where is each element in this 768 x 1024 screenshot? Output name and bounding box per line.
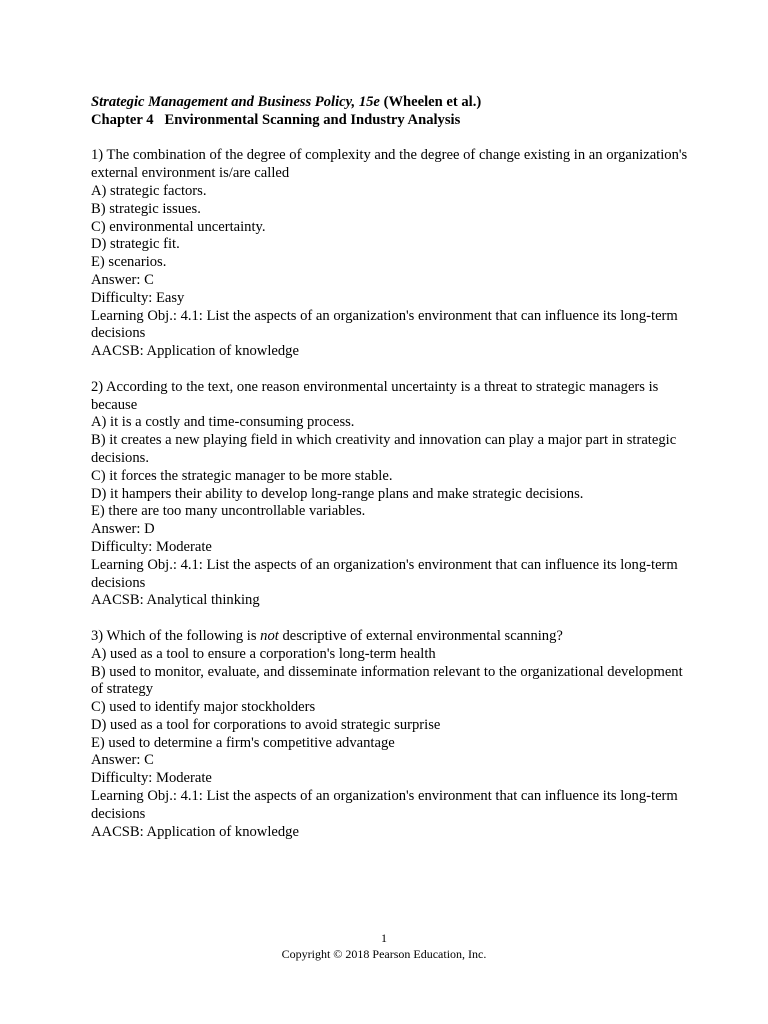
option-b: B) used to monitor, evaluate, and disseminate information relevant to the organizational development of strategy — [91, 663, 683, 698]
book-authors: (Wheelen et al.) — [383, 94, 482, 110]
aacsb: AACSB: Application of knowledge — [91, 343, 299, 360]
aacsb: AACSB: Application of knowledge — [91, 823, 299, 840]
answer: Answer: C — [91, 752, 154, 769]
learning-objective: Learning Obj.: 4.1: List the aspects of an organization's environment that can influence its long-term decisions — [91, 556, 678, 591]
difficulty: Difficulty: Moderate — [91, 770, 212, 787]
answer: Answer: D — [91, 521, 155, 538]
option-e: E) scenarios. — [91, 254, 167, 271]
question-1 — [91, 147, 691, 361]
question-stem — [91, 628, 691, 646]
question-stem: 2) According to the text, one reason environmental uncertainty is a threat to strategic managers is because — [91, 378, 659, 413]
option-d: D) it hampers their ability to develop long-range plans and make strategic decisions. — [91, 485, 584, 502]
copyright-notice: Copyright © 2018 Pearson Education, Inc. — [281, 947, 487, 961]
stem-text: 3) Which of the following is — [91, 627, 261, 644]
book-title: Strategic Management and Business Policy, 15e — [91, 94, 380, 110]
question-stem: 1) The combination of the degree of complexity and the degree of change existing in an organization's external environment is/are called — [91, 147, 688, 182]
option-c: C) it forces the strategic manager to be more stable. — [91, 467, 393, 484]
question-2 — [91, 379, 691, 610]
difficulty: Difficulty: Easy — [91, 289, 185, 306]
chapter-title: Chapter 4 Environmental Scanning and Industry Analysis — [91, 111, 461, 128]
answer: Answer: C — [91, 271, 154, 288]
difficulty: Difficulty: Moderate — [91, 538, 212, 555]
learning-objective: Learning Obj.: 4.1: List the aspects of an organization's environment that can influence its long-term decisions — [91, 788, 678, 822]
option-b: B) it creates a new playing field in which creativity and innovation can play a major part in strategic decisions. — [91, 432, 677, 466]
option-c: C) environmental uncertainty. — [91, 218, 266, 235]
option-e: E) there are too many uncontrollable variables. — [91, 503, 366, 520]
page-content — [91, 94, 691, 841]
option-b: B) strategic issues. — [91, 200, 201, 217]
aacsb: AACSB: Analytical thinking — [91, 592, 260, 609]
option-d: D) strategic fit. — [91, 236, 180, 253]
option-d: D) used as a tool for corporations to avoid strategic surprise — [91, 716, 441, 733]
option-a: A) strategic factors. — [91, 182, 207, 199]
option-c: C) used to identify major stockholders — [91, 699, 316, 716]
stem-emphasis: not — [260, 627, 279, 644]
option-a: A) it is a costly and time-consuming process. — [91, 414, 355, 431]
option-a: A) used as a tool to ensure a corporation's long-term health — [91, 645, 436, 662]
stem-text: descriptive of external environmental scanning? — [278, 627, 563, 644]
option-e: E) used to determine a firm's competitive advantage — [91, 734, 395, 751]
learning-objective: Learning Obj.: 4.1: List the aspects of an organization's environment that can influence its long-term decisions — [91, 307, 678, 342]
page-number: 1 — [381, 931, 387, 945]
book-header — [91, 94, 691, 112]
question-3 — [91, 628, 691, 842]
